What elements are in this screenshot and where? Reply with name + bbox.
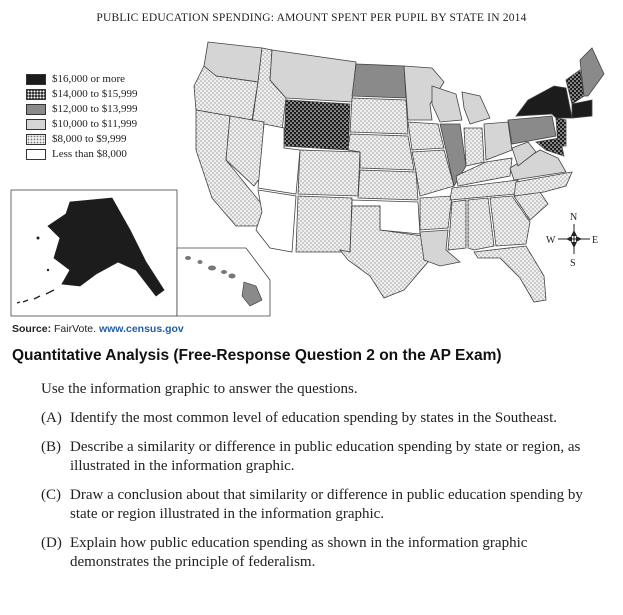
question-item (41, 486, 601, 525)
compass-rose (546, 212, 598, 269)
source-label: Source: (12, 323, 52, 335)
state-wy (284, 100, 350, 150)
state-al (468, 198, 494, 250)
legend-swatch-stippled (26, 134, 46, 145)
compass-s: S (570, 258, 576, 269)
legend-item (26, 117, 138, 132)
legend-swatch-white (26, 149, 46, 160)
instructions-text: Use the information graphic to answer the questions. (41, 381, 358, 397)
legend-label: $8,000 to $9,999 (52, 133, 127, 145)
state-nd (352, 64, 406, 98)
state-oh (484, 122, 512, 160)
legend-label: Less than $8,000 (52, 148, 127, 160)
state-ma (572, 100, 592, 118)
question-item (41, 438, 601, 477)
question-text: Identify the most common level of education spending by states in the Southeast. (70, 410, 557, 426)
question-text: Describe a similarity or difference in public education spending by state or region, as illustrated in the information graphic. (70, 438, 581, 474)
legend-item (26, 132, 138, 147)
legend-swatch-solid-black (26, 74, 46, 85)
state-co (298, 150, 360, 196)
state-nj (556, 118, 566, 146)
question-list (41, 409, 601, 582)
state-in (464, 128, 484, 166)
compass-w: W (546, 235, 556, 246)
section-title: Quantitative Analysis (Free-Response Question 2 on the AP Exam) (12, 347, 502, 364)
state-fl (474, 246, 546, 302)
source-link[interactable]: www.census.gov (98, 323, 184, 335)
state-me (580, 48, 604, 96)
legend-item (26, 102, 138, 117)
question-letter: (A) (41, 410, 62, 426)
source-line (12, 323, 184, 335)
legend-label: $16,000 or more (52, 73, 126, 85)
map-title: PUBLIC EDUCATION SPENDING: AMOUNT SPENT PER PUPIL BY STATE IN 2014 (96, 12, 527, 24)
alaska-inset (11, 190, 177, 316)
state-ny (516, 86, 572, 118)
legend-swatch-light-gray (26, 119, 46, 130)
state-sd (350, 98, 408, 134)
map-legend (26, 72, 138, 162)
state-mt (270, 50, 356, 102)
state-ks (358, 170, 418, 200)
legend-swatch-black-dotted (26, 89, 46, 100)
state-az (256, 190, 296, 252)
legend-item (26, 72, 138, 87)
legend-label: $14,000 to $15,999 (52, 88, 138, 100)
question-text: Explain how public education spending as shown in the information graphic demonstrates the principle of federalism. (70, 534, 528, 570)
state-mi (462, 92, 490, 124)
state-ia (408, 122, 444, 150)
compass-e: E (592, 235, 599, 246)
source-text: FairVote. (54, 323, 97, 335)
legend-item (26, 147, 138, 162)
question-letter: (D) (41, 534, 62, 551)
question-text: Draw a conclusion about that similarity or difference in public education spending by state or region illustrated in the information graphic. (70, 486, 583, 522)
hawaii-inset (177, 248, 270, 316)
question-item (41, 409, 601, 429)
question-letter: (B) (41, 438, 61, 455)
compass-n: N (570, 212, 578, 223)
question-letter: (C) (41, 486, 61, 503)
legend-label: $10,000 to $11,999 (52, 118, 138, 130)
legend-item (26, 87, 138, 102)
state-nm (296, 196, 352, 252)
question-item (41, 534, 601, 573)
state-wi (432, 86, 462, 122)
legend-label: $12,000 to $13,999 (52, 103, 138, 115)
state-ar (420, 196, 452, 230)
legend-swatch-dark-gray (26, 104, 46, 115)
